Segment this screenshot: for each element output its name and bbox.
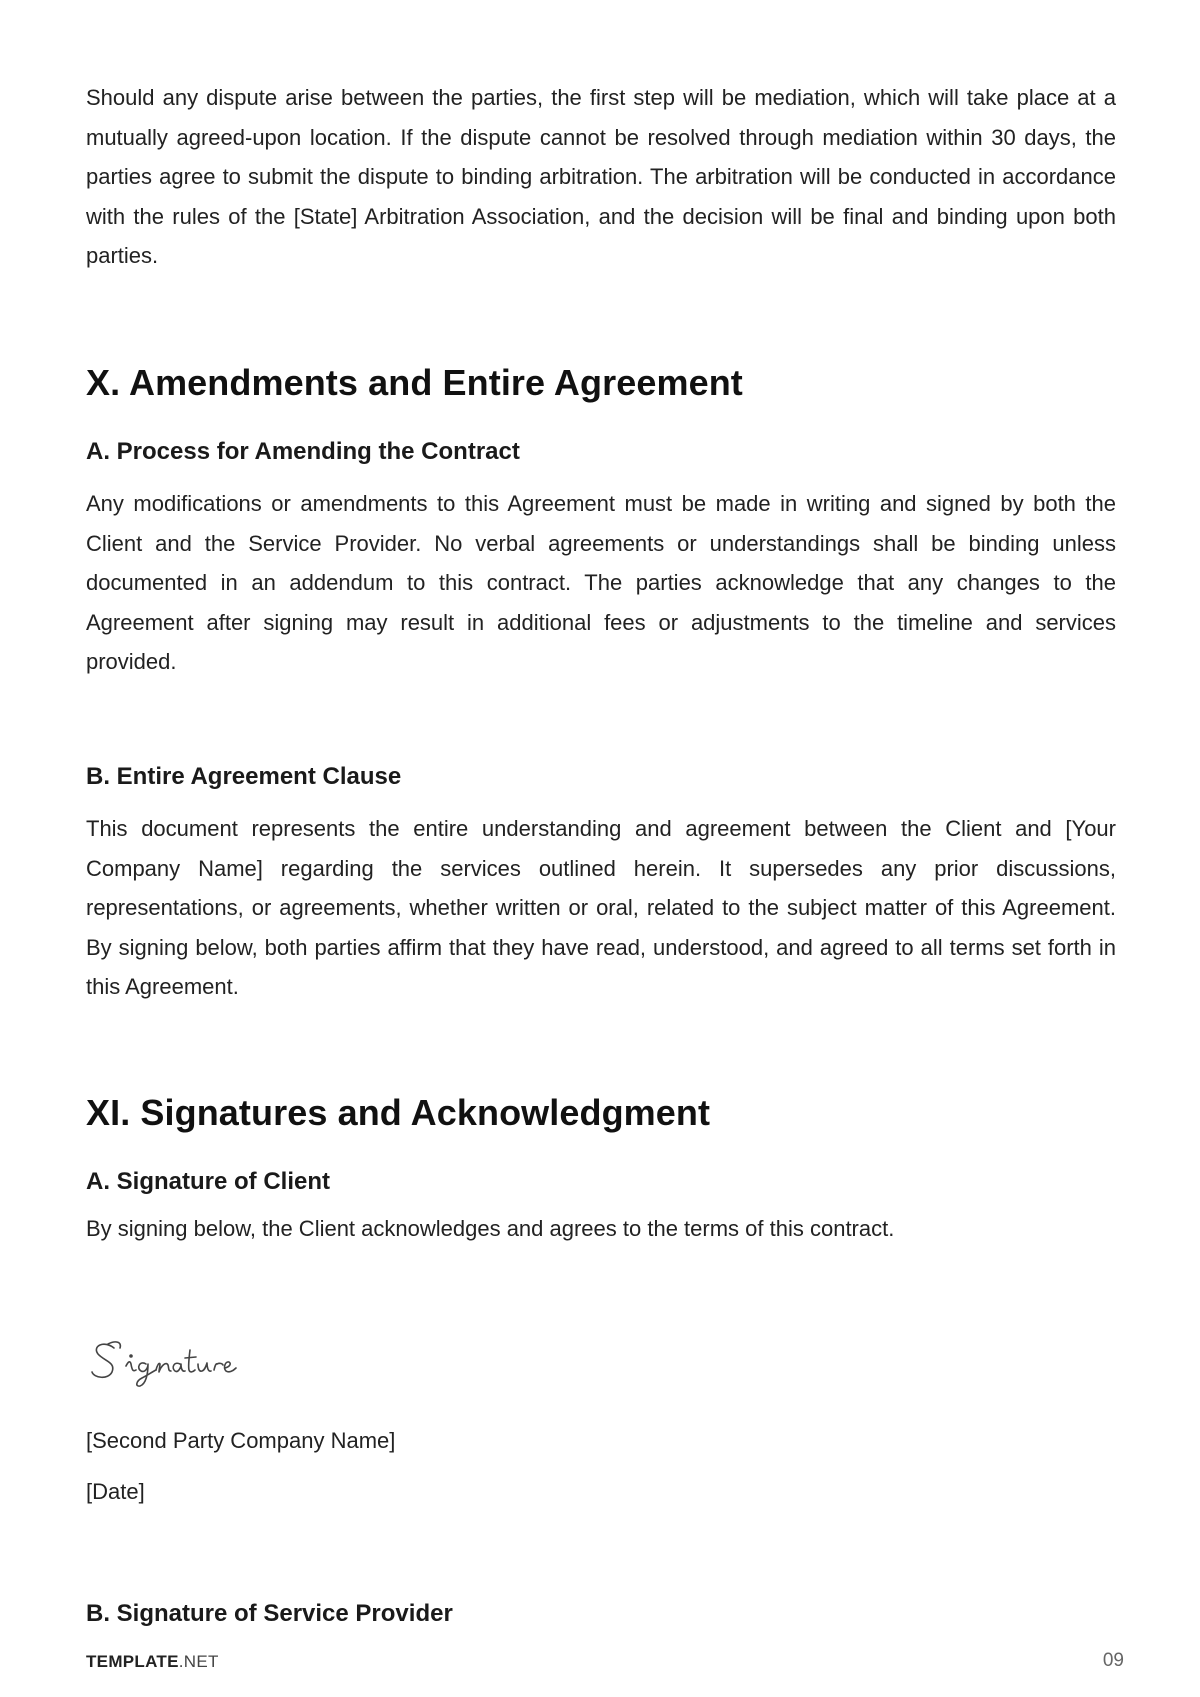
company-name-placeholder: [Second Party Company Name] — [86, 1428, 396, 1453]
section-xi-heading: XI. Signatures and Acknowledgment — [86, 1092, 711, 1133]
section-x-a-heading: A. Process for Amending the Contract — [86, 438, 520, 465]
section-xi-b-heading: B. Signature of Service Provider — [86, 1600, 453, 1627]
section-x-heading: X. Amendments and Entire Agreement — [86, 362, 743, 403]
client-acknowledgment-text: By signing below, the Client acknowledges and agrees to the terms of this contract. — [86, 1216, 895, 1241]
section-x-b-body: This document represents the entire understanding and agreement between the Client and [Your Company Name] regarding the services outlined herein. It supersedes any prior discussions, representations, or agreements, whether written or oral, related to the subject matter of this Agreement. By signing below, both parties affirm that they have read, understood, and agreed to all terms set forth in this Agreement. — [86, 816, 1116, 999]
dispute-resolution-paragraph: Should any dispute arise between the parties, the first step will be mediation, which will take place at a mutually agreed-upon location. If the dispute cannot be resolved through mediation within 30 days, the parties agree to submit the dispute to binding arbitration. The arbitration will be conducted in accordance with the rules of the [State] Arbitration Association, and the decision will be final and binding upon both parties. — [86, 85, 1116, 268]
footer-brand-bold: TEMPLATE — [86, 1652, 179, 1671]
section-x-b-heading: B. Entire Agreement Clause — [86, 763, 402, 790]
section-x-a-body: Any modifications or amendments to this Agreement must be made in writing and signed by both the Client and the Service Provider. No verbal agreements or understandings shall be binding unless documented in an addendum to this contract. The parties acknowledge that any changes to the Agreement after signing may result in additional fees or adjustments to the timeline and services provided. — [86, 491, 1116, 674]
client-signature-image — [86, 1330, 266, 1390]
date-placeholder: [Date] — [86, 1479, 145, 1504]
page-number: 09 — [1102, 1650, 1124, 1671]
footer-brand-logo — [86, 1652, 219, 1672]
footer-brand-light: .NET — [178, 1652, 219, 1671]
section-xi-a-heading: A. Signature of Client — [86, 1168, 331, 1195]
